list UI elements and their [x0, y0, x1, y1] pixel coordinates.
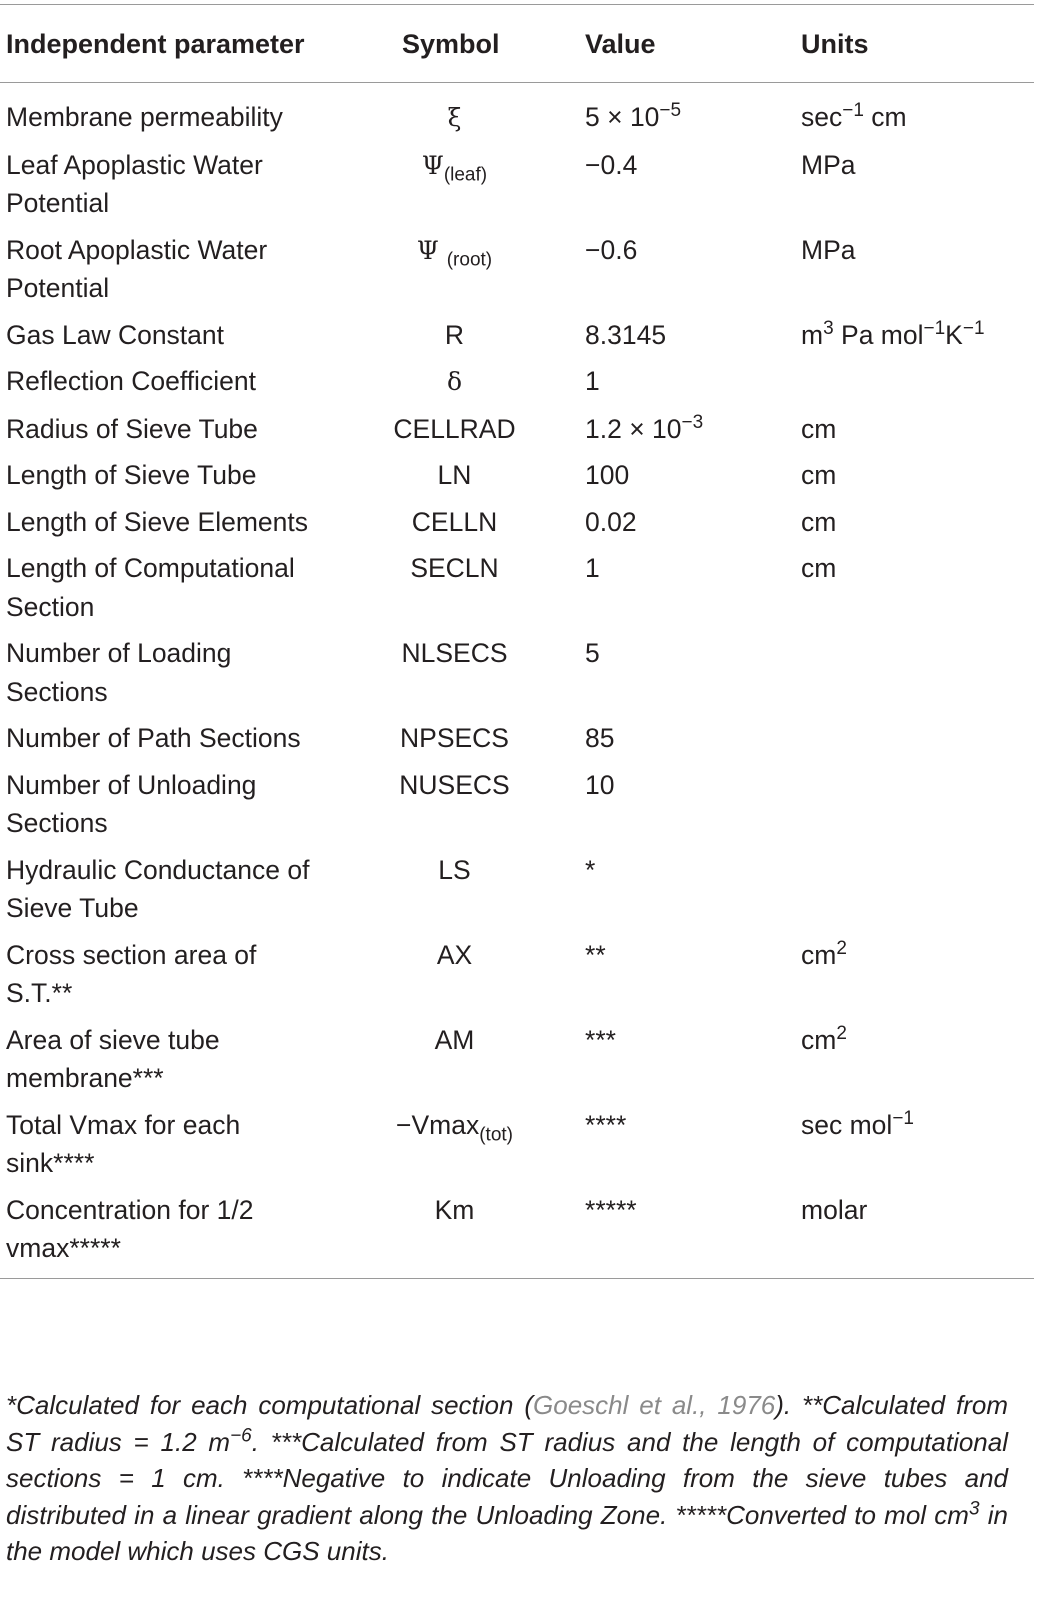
- parameter-value: [585, 83, 801, 146]
- symbol-text: CELLRAD: [393, 413, 516, 444]
- parameter-symbol: [324, 231, 585, 316]
- symbol-text: AM: [434, 1024, 475, 1055]
- parameter-units: [801, 146, 1034, 231]
- value-text: 1: [585, 366, 600, 396]
- unit-superscript: 2: [836, 937, 847, 959]
- parameter-name: Number of Path Sections: [6, 723, 301, 753]
- value-superscript: −5: [659, 100, 682, 122]
- parameter-name: Length of Sieve Tube: [6, 460, 257, 490]
- parameter-name: Length of Computational Section: [6, 553, 295, 622]
- parameter-value: [585, 503, 801, 550]
- value-text: −0.6: [585, 234, 638, 265]
- header-value: Value: [585, 5, 801, 83]
- parameter-units: [801, 1021, 1034, 1106]
- unit-text: m: [801, 319, 824, 350]
- value-text: *: [585, 854, 596, 885]
- footnote-superscript: −6: [230, 1424, 252, 1446]
- unit-text: sec: [801, 102, 843, 132]
- parameter-name: Radius of Sieve Tube: [6, 413, 258, 444]
- table-footnote: [6, 1387, 1008, 1570]
- table-row: [0, 410, 1034, 457]
- value-text: 10: [585, 769, 615, 800]
- unit-text: sec mol: [801, 1109, 893, 1140]
- unit-text: K: [945, 319, 963, 350]
- table-row: [0, 146, 1034, 231]
- parameter-name: Gas Law Constant: [6, 319, 225, 350]
- parameter-value: [585, 410, 801, 457]
- unit-superscript: −1: [923, 317, 946, 339]
- table-row: [0, 503, 1034, 550]
- parameter-units: [801, 719, 1034, 766]
- value-text: 1: [585, 553, 600, 583]
- table-row: [0, 766, 1034, 851]
- parameter-symbol: [324, 316, 585, 363]
- parameter-symbol: [324, 456, 585, 503]
- parameter-value: [585, 316, 801, 363]
- unit-superscript: 2: [836, 1022, 847, 1044]
- parameter-name: Number of Loading Sections: [6, 638, 232, 707]
- value-text: 5 × 10: [585, 102, 660, 132]
- parameter-symbol: [324, 410, 585, 457]
- value-text: 8.3145: [585, 319, 667, 350]
- parameter-value: [585, 1191, 801, 1279]
- parameter-name: Leaf Apoplastic Water Potential: [6, 149, 263, 218]
- value-text: ***: [585, 1024, 616, 1055]
- symbol-text: NLSECS: [401, 638, 508, 668]
- unit-text: molar: [801, 1194, 868, 1225]
- citation-link[interactable]: Goeschl et al., 1976: [533, 1390, 776, 1420]
- unit-superscript: 3: [823, 317, 834, 339]
- symbol-text: LN: [437, 460, 472, 490]
- parameter-units: [801, 634, 1034, 719]
- value-text: 100: [585, 460, 630, 490]
- symbol-text: SECLN: [410, 553, 499, 583]
- symbol-text: Ψ: [416, 235, 447, 265]
- table-row: [0, 316, 1034, 363]
- unit-text: cm: [801, 413, 837, 444]
- parameter-symbol: [324, 851, 585, 936]
- symbol-text: NUSECS: [399, 769, 510, 800]
- table-row: [0, 83, 1034, 146]
- footnote-part: ). **Calculated from ST radius = 1.2 m: [6, 1390, 1008, 1457]
- unit-text: cm: [801, 1024, 837, 1055]
- parameter-name: Length of Sieve Elements: [6, 506, 308, 537]
- parameter-units: [801, 1191, 1034, 1279]
- footnote-part: *Calculated for each computational section (: [6, 1390, 534, 1420]
- table-row: [0, 851, 1034, 936]
- parameter-name: Root Apoplastic Water Potential: [6, 234, 268, 303]
- parameter-value: [585, 1021, 801, 1106]
- value-text: −0.4: [585, 149, 638, 180]
- parameter-name: Concentration for 1/2 vmax*****: [0, 1191, 324, 1279]
- parameter-name: Hydraulic Conductance of Sieve Tube: [6, 854, 310, 923]
- parameter-value: [585, 549, 801, 634]
- value-text: 85: [585, 723, 615, 753]
- table-row: [0, 549, 1034, 634]
- header-symbol: Symbol: [324, 5, 585, 83]
- parameter-symbol: [324, 1106, 585, 1191]
- parameter-symbol: [324, 766, 585, 851]
- parameter-name: Cross section area of S.T.**: [6, 939, 257, 1008]
- symbol-subscript: (tot): [479, 1123, 513, 1145]
- symbol-subscript: (root): [446, 248, 493, 270]
- parameter-units: [801, 851, 1034, 936]
- parameter-units: [801, 362, 1034, 410]
- table-row: [0, 1106, 1034, 1191]
- symbol-subscript: (leaf): [443, 163, 488, 185]
- unit-text: cm: [801, 506, 837, 537]
- symbol-text: δ: [446, 367, 463, 396]
- header-parameter: Independent parameter: [0, 5, 324, 83]
- parameter-value: [585, 146, 801, 231]
- symbol-text: Ψ: [421, 150, 444, 180]
- symbol-text: CELLN: [411, 506, 498, 537]
- table-row: [0, 456, 1034, 503]
- value-text: 1.2 × 10: [585, 413, 682, 444]
- parameter-units: [801, 549, 1034, 634]
- parameter-value: [585, 231, 801, 316]
- parameter-name: Number of Unloading Sections: [6, 769, 257, 838]
- parameter-units: [801, 766, 1034, 851]
- table-row: [0, 1191, 1034, 1279]
- unit-text: cm: [801, 460, 837, 490]
- parameter-units: [801, 410, 1034, 457]
- parameter-symbol: [324, 719, 585, 766]
- symbol-text: AX: [436, 939, 473, 970]
- parameter-value: [585, 456, 801, 503]
- parameter-name: Reflection Coefficient: [6, 366, 256, 396]
- unit-text: cm: [801, 939, 837, 970]
- parameter-value: [585, 719, 801, 766]
- header-units: Units: [801, 5, 1034, 83]
- parameter-units: [801, 83, 1034, 146]
- parameter-units: [801, 1106, 1034, 1191]
- value-superscript: −3: [681, 411, 704, 433]
- table-body: [0, 83, 1034, 1279]
- symbol-text: NPSECS: [400, 723, 509, 753]
- footnote-superscript: 3: [968, 1497, 980, 1519]
- unit-text: Pa mol: [833, 319, 924, 350]
- table-row: [0, 634, 1034, 719]
- symbol-text: Km: [434, 1194, 475, 1225]
- parameter-symbol: [324, 634, 585, 719]
- symbol-text: ξ: [447, 103, 462, 132]
- symbol-text: −Vmax: [396, 1109, 480, 1140]
- table-row: [0, 936, 1034, 1021]
- unit-text: MPa: [801, 234, 856, 265]
- symbol-text: LS: [438, 854, 471, 885]
- footnote-part: . ***Calculated from ST radius and the length of computational sections = 1 cm. ****Negative to indicate Unloading from the sieve tubes and distributed in a linear gradient along the Unloading Zone. *****Converted to mol cm: [6, 1426, 1009, 1530]
- parameter-units: [801, 316, 1034, 363]
- parameter-symbol: [324, 1021, 585, 1106]
- table-row: [0, 719, 1034, 766]
- unit-text: cm: [801, 553, 837, 583]
- footnote-part: in the model which uses CGS units.: [6, 1499, 1008, 1566]
- parameter-units: [801, 503, 1034, 550]
- parameter-symbol: [324, 936, 585, 1021]
- parameter-symbol: [324, 549, 585, 634]
- unit-text: cm: [863, 102, 907, 132]
- parameter-units: [801, 936, 1034, 1021]
- parameter-symbol: [324, 146, 585, 231]
- table-row: [0, 362, 1034, 410]
- parameter-value: [585, 634, 801, 719]
- value-text: 5: [585, 638, 600, 668]
- value-text: **: [585, 939, 606, 970]
- parameter-symbol: [324, 83, 585, 146]
- value-text: *****: [585, 1194, 637, 1225]
- unit-text: MPa: [801, 149, 856, 180]
- parameter-units: [801, 231, 1034, 316]
- unit-superscript: −1: [962, 317, 985, 339]
- parameter-symbol: [324, 362, 585, 410]
- parameter-symbol: [324, 503, 585, 550]
- parameter-name: Area of sieve tube membrane***: [6, 1024, 220, 1093]
- parameter-name: Membrane permeability: [6, 102, 283, 132]
- symbol-text: R: [444, 319, 465, 350]
- unit-superscript: −1: [842, 100, 864, 122]
- parameter-value: [585, 936, 801, 1021]
- parameter-value: [585, 362, 801, 410]
- parameter-units: [801, 456, 1034, 503]
- table-row: [0, 1021, 1034, 1106]
- parameter-value: [585, 1106, 801, 1191]
- unit-superscript: −1: [892, 1107, 914, 1129]
- parameter-value: [585, 851, 801, 936]
- parameter-value: [585, 766, 801, 851]
- parameter-name: Total Vmax for each sink****: [6, 1109, 241, 1178]
- parameter-table: [0, 4, 1034, 1279]
- value-text: ****: [585, 1109, 627, 1140]
- header-row: [0, 5, 1034, 83]
- parameter-symbol: [324, 1191, 585, 1279]
- value-text: 0.02: [585, 506, 637, 537]
- table-row: [0, 231, 1034, 316]
